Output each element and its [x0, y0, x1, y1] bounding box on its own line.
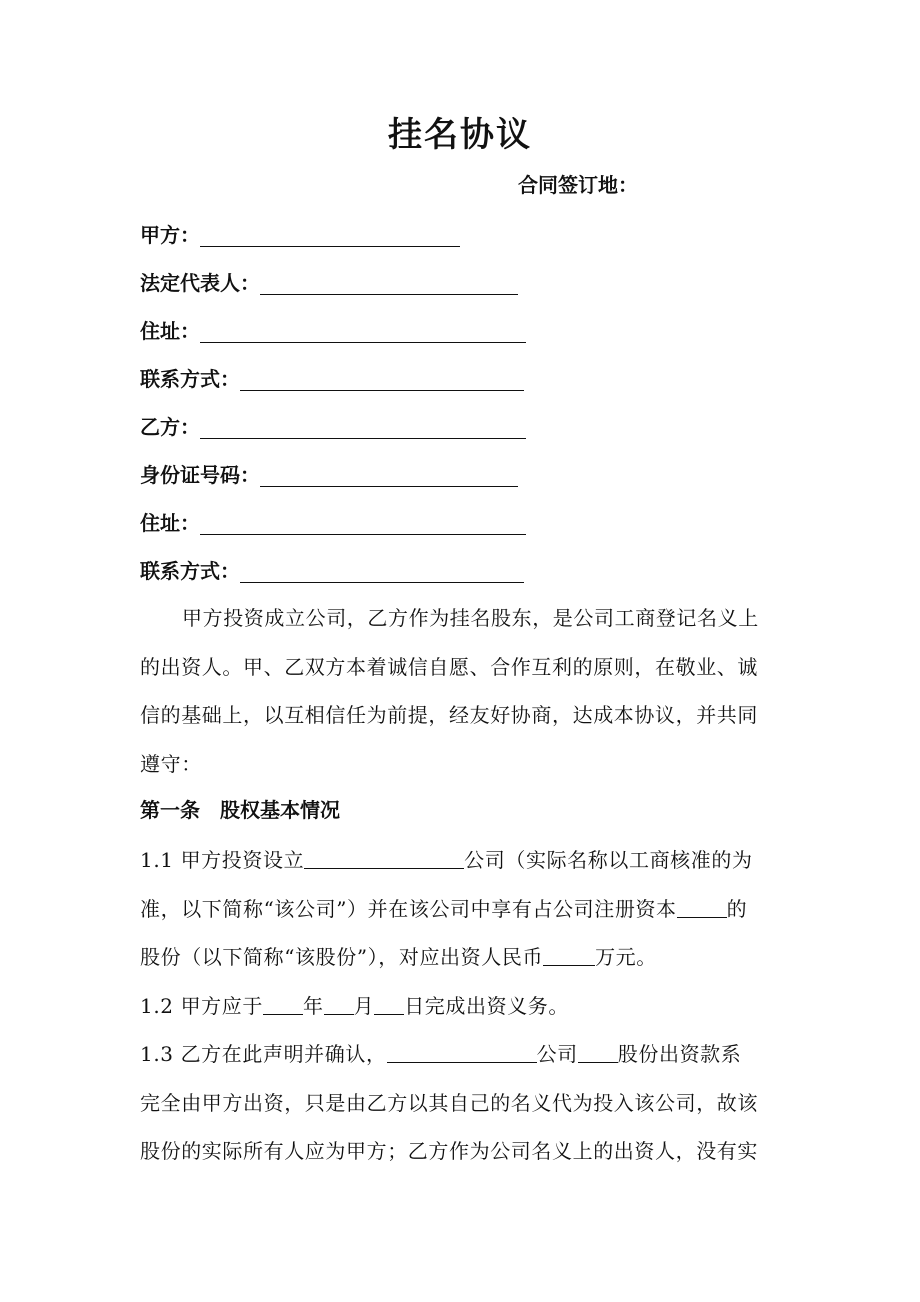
clause-1-2-line: [140, 982, 790, 1031]
field-label: 住址：: [140, 319, 200, 343]
clause-text: 1.2 甲方应于: [140, 993, 263, 1018]
fill-in-line[interactable]: [200, 510, 526, 535]
fill-in-line[interactable]: [240, 558, 524, 583]
fill-in-line[interactable]: [200, 318, 526, 343]
fill-in-line[interactable]: [263, 992, 303, 1015]
field-party-b: [140, 412, 526, 442]
document-title: 挂名协议: [388, 115, 532, 155]
clause-text: 的: [726, 896, 748, 921]
fill-in-line[interactable]: [260, 462, 518, 487]
field-party-a: [140, 220, 460, 250]
fill-in-line[interactable]: [578, 1040, 618, 1063]
clause-1-3-line: 完全由甲方出资，只是由乙方以其自己的名义代为投入该公司，故该: [140, 1090, 758, 1115]
field-address-a: [140, 316, 526, 346]
field-contact-a: [140, 364, 524, 394]
fill-in-line[interactable]: [304, 846, 464, 869]
field-address-b: [140, 508, 526, 538]
clause-text: 日完成出资义务。: [404, 993, 569, 1018]
clause-1-1-line: [140, 836, 790, 885]
clause-text: 准，以下简称“该公司”）并在该公司中享有占公司注册资本: [140, 896, 677, 921]
preamble-line: 信的基础上，以互相信任为前提，经友好协商，达成本协议，并共同: [140, 703, 758, 727]
fill-in-line[interactable]: [677, 895, 727, 918]
preamble-line: 的出资人。甲、乙双方本着诚信自愿、合作互利的原则，在敬业、诚: [140, 654, 758, 679]
article-heading: 第一条 股权基本情况: [140, 798, 340, 822]
fill-in-line[interactable]: [260, 270, 518, 295]
clause-text: 公司（实际名称以工商核准的为: [464, 848, 753, 872]
clause-text: 公司: [536, 1042, 578, 1066]
field-label: 法定代表人：: [140, 271, 260, 295]
clause-text: 1.1 甲方投资设立: [140, 848, 305, 872]
fill-in-line[interactable]: [324, 992, 354, 1015]
fill-in-line[interactable]: [200, 414, 526, 439]
field-contact-b: [140, 556, 524, 586]
fill-in-line[interactable]: [200, 222, 460, 247]
clause-text: 股份出资款系: [617, 1042, 742, 1066]
fill-in-line[interactable]: [374, 992, 404, 1015]
clause-text: 年: [302, 993, 324, 1018]
field-label: 住址：: [140, 511, 200, 535]
preamble-paragraph: [140, 594, 790, 788]
field-label: 联系方式：: [140, 367, 240, 391]
clause-1-3-line: 股份的实际所有人应为甲方；乙方作为公司名义上的出资人，没有实: [140, 1139, 758, 1163]
fill-in-line[interactable]: [387, 1040, 537, 1063]
clause-text: 股份（以下简称“该股份”），对应出资人民币: [140, 945, 544, 969]
article-1-body: [140, 836, 790, 1176]
field-label: 联系方式：: [140, 559, 240, 583]
field-id-number: [140, 460, 518, 490]
fill-in-line[interactable]: [240, 366, 524, 391]
field-legal-representative: [140, 268, 518, 298]
field-label: 乙方：: [140, 415, 200, 439]
clause-1-1-line: [140, 885, 790, 934]
fill-in-line[interactable]: [543, 943, 595, 966]
field-label: 身份证号码：: [140, 463, 260, 487]
clause-text: 1.3 乙方在此声明并确认，: [140, 1042, 387, 1066]
preamble-line: 甲方投资成立公司，乙方作为挂名股东，是公司工商登记名义上: [182, 606, 759, 630]
preamble-line: 遵守：: [140, 751, 202, 776]
signing-place-label: 合同签订地：: [518, 173, 638, 197]
clause-1-1-line: [140, 933, 790, 982]
clause-text: 万元。: [595, 945, 657, 969]
clause-text: 月: [353, 993, 375, 1018]
clause-1-3-line: [140, 1030, 790, 1079]
field-label: 甲方：: [140, 223, 200, 247]
